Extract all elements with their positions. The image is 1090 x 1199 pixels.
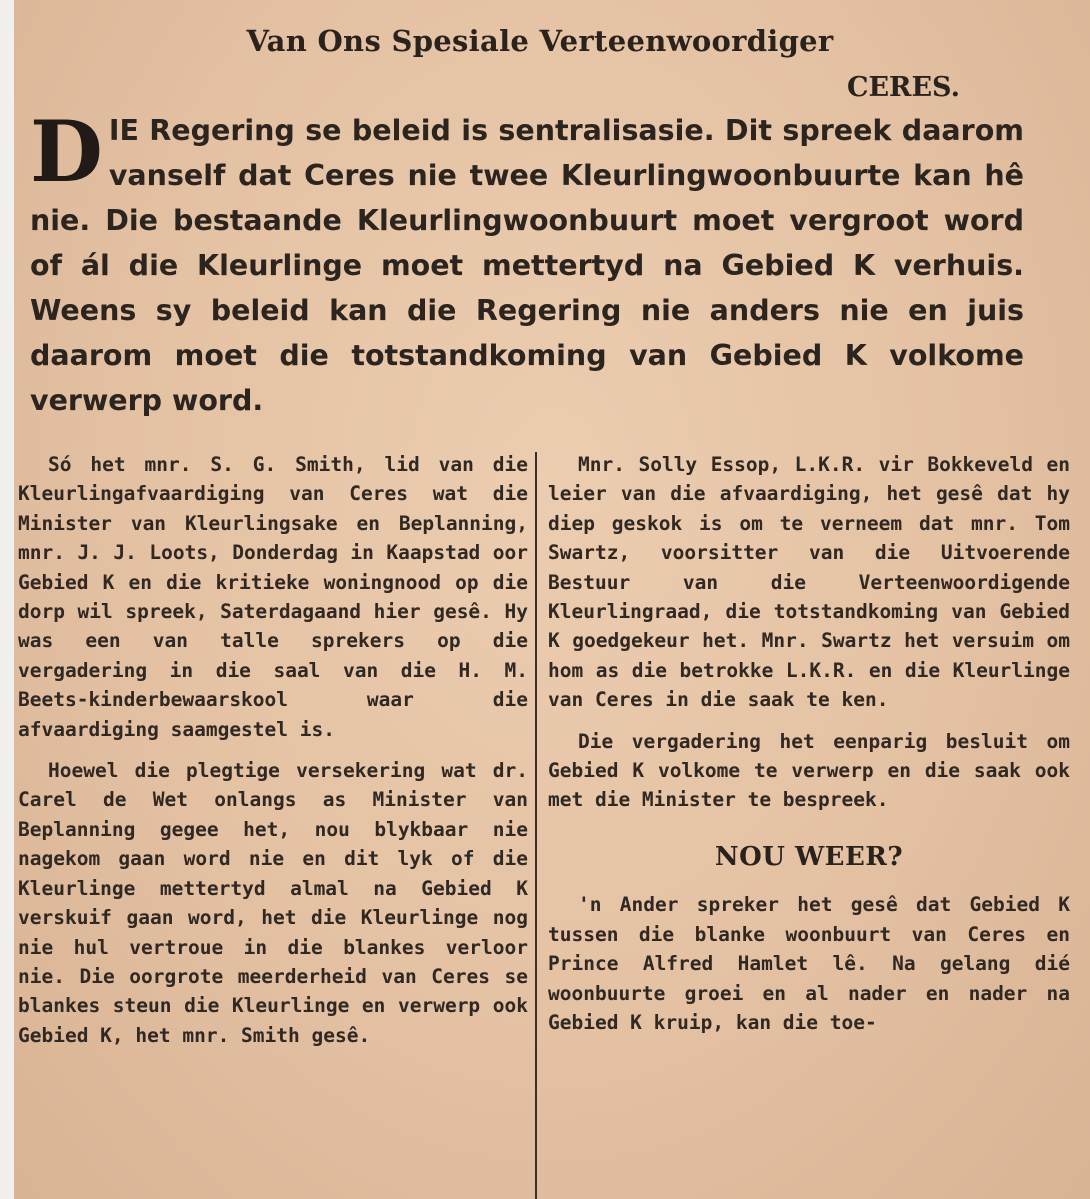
paragraph: Mnr. Solly Essop, L.K.R. vir Bokkeveld en leier van die afvaardiging, het gesê dat hy diep geskok is om te verneem dat mnr. Tom Swartz, voorsitter van die Uitvoerende Bestuur van die Verteenwoordigende Kleurlingraad, die totstandkoming van Gebied K goedgekeur het. Mnr. Swartz het versuim om hom as die betrokke L.K.R. en die Kleurlinge van Ceres in die saak te ken.: [548, 453, 1070, 712]
drop-cap: D: [30, 102, 103, 201]
paragraph: Hoewel die plegtige versekering wat dr. Carel de Wet onlangs as Minister van Beplanning gegee het, nou blykbaar nie nagekom gaan word nie en dit lyk of die Kleurlinge mettertyd almal na Gebied K verskuif gaan word, het die Kleurlinge nog nie hul vertroue in die blankes verloor nie. Die oorgrote meerderheid van Ceres se blankes steun die Kleurlinge en verwerp ook Gebied K, het mnr. Smith gesê.: [18, 759, 528, 1047]
paragraph: 'n Ander spreker het gesê dat Gebied K tussen die blanke woonbuurt van Ceres en Prince Alfred Hamlet lê. Na gelang dié woonbuurte groei en al nader en nader na Gebied K kruip, kan die toe-: [548, 893, 1070, 1034]
paragraph: Só het mnr. S. G. Smith, lid van die Kleurlingafvaardiging van Ceres wat die Minister van Kleurlingsake en Beplanning, mnr. J. J. Loots, Donderdag in Kaapstad oor Gebied K en die kritieke woningnood op die dorp wil spreek, Saterdagaand hier gesê. Hy was een van talle sprekers op die vergadering in die saal van die H. M. Beets-kinderbewaarskool waar die afvaardiging saamgestel is.: [18, 453, 528, 741]
lead-paragraph: [30, 102, 1024, 423]
headline: Van Ons Spesiale Verteenwoordiger: [246, 24, 834, 58]
left-column: [18, 450, 528, 1062]
subheading: NOU WEER?: [714, 841, 904, 872]
paragraph: Die vergadering het eenparig besluit om Gebied K volkome te verwerp en die saak ook met die Minister te bespreek.: [548, 729, 1070, 812]
scan-margin: [0, 0, 14, 1199]
column-divider: [535, 452, 537, 1199]
lead-text: IE Regering se beleid is sentralisasie. Dit spreek daarom vanself dat Ceres nie twee Kleurlingwoonbuurte kan hê nie. Die bestaande Kleurlingwoonbuurt moet vergroot word of ál die Kleurlinge moet mettertyd na Gebied K verhuis. Weens sy beleid kan die Regering nie anders nie en juis daarom moet die totstandkoming van Gebied K volkome verwerp word.: [30, 114, 1024, 417]
right-column: [548, 450, 1070, 1049]
dateline: CERES.: [846, 72, 960, 103]
